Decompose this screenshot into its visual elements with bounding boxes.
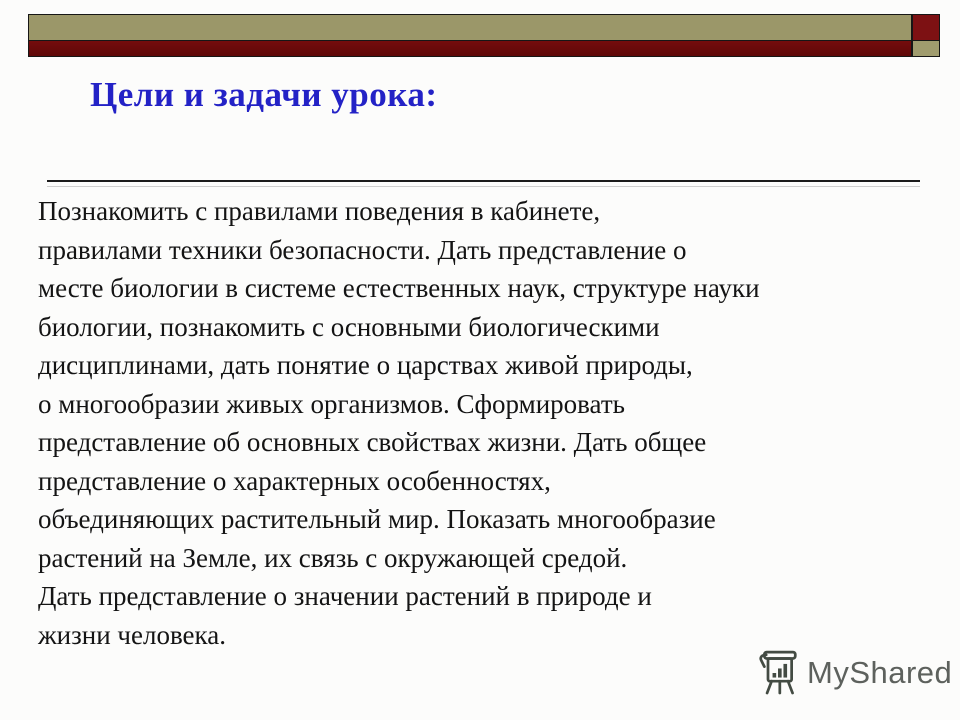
presentation-board-icon xyxy=(758,648,798,698)
slide-title: Цели и задачи урока: xyxy=(90,75,438,114)
maroon-bar xyxy=(28,40,912,57)
body-text-line: о многообразии живых организмов. Сформировать xyxy=(38,388,625,419)
body-text-line: Дать представление о значении растений в природе и xyxy=(38,581,652,611)
body-text-line: дисциплинами, дать понятие о царствах живой природы, xyxy=(38,350,693,380)
body-text-line: объединяющих растительный мир. Показать многообразие xyxy=(38,504,716,534)
body-text-line: представление о характерных особенностях, xyxy=(38,465,551,496)
body-text-line: правилами техники безопасности. Дать представление о xyxy=(38,234,687,265)
body-text-line: жизни человека. xyxy=(38,619,226,650)
decorative-header-bars xyxy=(28,14,940,57)
slide-body-text xyxy=(38,192,928,654)
red-accent-square xyxy=(912,14,940,40)
header-bar-row-top xyxy=(28,14,940,40)
body-text-line: представление об основных свойствах жизни. Дать общее xyxy=(38,427,707,457)
olive-accent-square xyxy=(912,40,940,57)
myshared-watermark[interactable] xyxy=(758,648,952,698)
body-text-line: Познакомить с правилами поведения в кабинете, xyxy=(38,196,601,226)
divider-line xyxy=(47,180,920,187)
body-text-line: месте биологии в системе естественных наук, структуре науки xyxy=(38,273,760,303)
body-text-line: растений на Земле, их связь с окружающей средой. xyxy=(38,542,628,573)
body-text-line: биологии, познакомить с основными биологическими xyxy=(38,311,660,342)
header-bar-row-bottom xyxy=(28,40,940,57)
olive-bar xyxy=(28,14,912,40)
watermark-brand-label: MyShared xyxy=(807,655,953,690)
